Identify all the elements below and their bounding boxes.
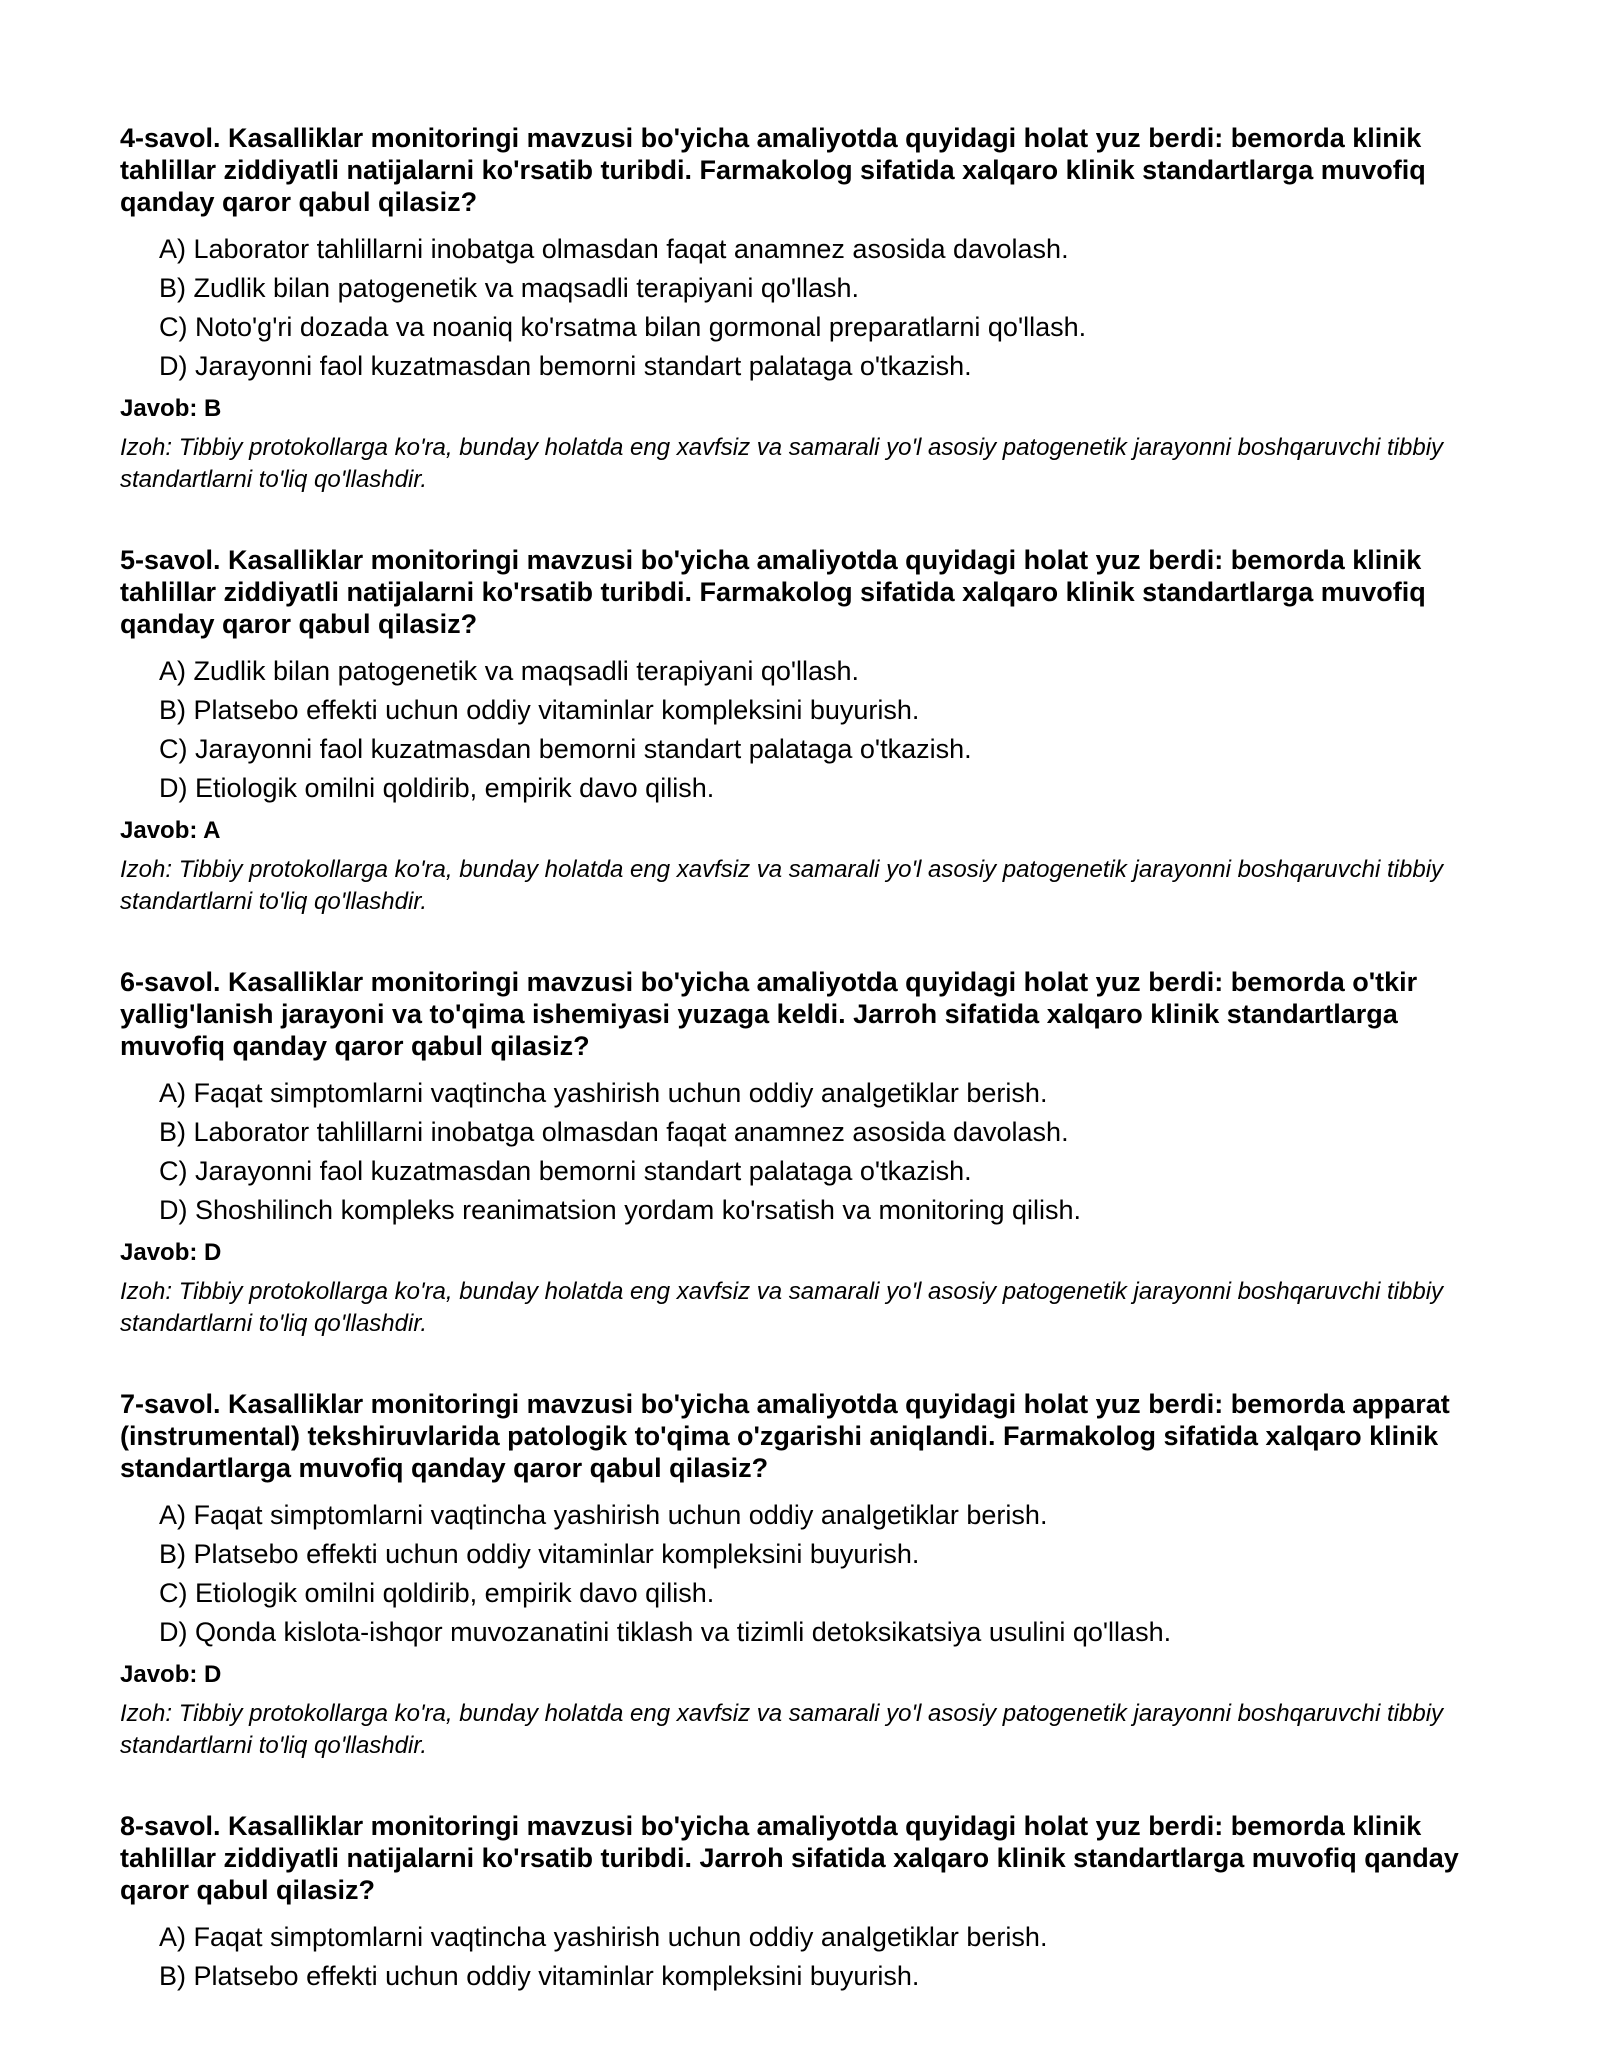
option-c: C) Jarayonni faol kuzatmasdan bemorni standart palataga o'tkazish. (159, 734, 972, 764)
option-a: A) Faqat simptomlarni vaqtincha yashirish uchun oddiy analgetiklar berish. (159, 1922, 1048, 1952)
option-list (120, 230, 1500, 386)
question-text: 5-savol. Kasalliklar monitoringi mavzusi bo'yicha amaliyotda quyidagi holat yuz berdi: bemorda klinik tahlillar ziddiyatli natijalarni ko'rsatib turibdi. Farmakolog sifatida xalqaro klinik standartlarga muvofiq qanday qaror qabul qilasiz? (120, 545, 1426, 639)
question-5 (120, 544, 1500, 918)
explanation-note: Izoh: Tibbiy protokollarga ko'ra, bunday holatda eng xavfsiz va samarali yo'l asosiy patogenetik jarayonni boshqaruvchi tibbiy standartlarni to'liq qo'llashdir. (120, 1278, 1444, 1337)
option-d: D) Shoshilinch kompleks reanimatsion yordam ko'rsatish va monitoring qilish. (159, 1195, 1082, 1225)
question-4 (120, 122, 1500, 496)
document-page (120, 122, 1500, 2004)
answer-label: Javob: D (120, 1661, 222, 1688)
option-d: D) Qonda kislota-ishqor muvozanatini tiklash va tizimli detoksikatsiya usulini qo'llash. (159, 1617, 1172, 1647)
answer-label: Javob: D (120, 1239, 222, 1266)
option-b: B) Platsebo effekti uchun oddiy vitaminlar kompleksini buyurish. (159, 1539, 920, 1569)
question-text: 6-savol. Kasalliklar monitoringi mavzusi bo'yicha amaliyotda quyidagi holat yuz berdi: bemorda o'tkir yallig'lanish jarayoni va to'qima ishemiyasi yuzaga keldi. Jarroh sifatida xalqaro klinik standartlarga muvofiq qanday qaror qabul qilasiz? (120, 967, 1418, 1061)
option-d: D) Etiologik omilni qoldirib, empirik davo qilish. (159, 773, 715, 803)
explanation-note: Izoh: Tibbiy protokollarga ko'ra, bunday holatda eng xavfsiz va samarali yo'l asosiy patogenetik jarayonni boshqaruvchi tibbiy standartlarni to'liq qo'llashdir. (120, 856, 1444, 915)
question-7 (120, 1388, 1500, 1762)
option-b: B) Laborator tahlillarni inobatga olmasdan faqat anamnez asosida davolash. (159, 1117, 1069, 1147)
option-c: C) Noto'g'ri dozada va noaniq ko'rsatma bilan gormonal preparatlarni qo'llash. (159, 312, 1087, 342)
explanation-note: Izoh: Tibbiy protokollarga ko'ra, bunday holatda eng xavfsiz va samarali yo'l asosiy patogenetik jarayonni boshqaruvchi tibbiy standartlarni to'liq qo'llashdir. (120, 434, 1444, 493)
question-8 (120, 1810, 1500, 1996)
option-list (120, 1496, 1500, 1652)
question-text: 4-savol. Kasalliklar monitoringi mavzusi bo'yicha amaliyotda quyidagi holat yuz berdi: bemorda klinik tahlillar ziddiyatli natijalarni ko'rsatib turibdi. Farmakolog sifatida xalqaro klinik standartlarga muvofiq qanday qaror qabul qilasiz? (120, 123, 1426, 217)
option-b: B) Platsebo effekti uchun oddiy vitaminlar kompleksini buyurish. (159, 695, 920, 725)
option-a: A) Faqat simptomlarni vaqtincha yashirish uchun oddiy analgetiklar berish. (159, 1078, 1048, 1108)
option-c: C) Etiologik omilni qoldirib, empirik davo qilish. (159, 1578, 715, 1608)
option-b: B) Zudlik bilan patogenetik va maqsadli terapiyani qo'llash. (159, 273, 860, 303)
question-6 (120, 966, 1500, 1340)
option-list (120, 1074, 1500, 1230)
option-a: A) Laborator tahlillarni inobatga olmasdan faqat anamnez asosida davolash. (159, 234, 1069, 264)
option-c: C) Jarayonni faol kuzatmasdan bemorni standart palataga o'tkazish. (159, 1156, 972, 1186)
option-b: B) Platsebo effekti uchun oddiy vitaminlar kompleksini buyurish. (159, 1961, 920, 1991)
answer-label: Javob: B (120, 395, 222, 422)
answer-label: Javob: A (120, 817, 221, 844)
question-text: 8-savol. Kasalliklar monitoringi mavzusi bo'yicha amaliyotda quyidagi holat yuz berdi: bemorda klinik tahlillar ziddiyatli natijalarni ko'rsatib turibdi. Jarroh sifatida xalqaro klinik standartlarga muvofiq qanday qaror qabul qilasiz? (120, 1811, 1459, 1905)
option-a: A) Zudlik bilan patogenetik va maqsadli terapiyani qo'llash. (159, 656, 860, 686)
option-list (120, 1918, 1500, 1996)
question-text: 7-savol. Kasalliklar monitoringi mavzusi bo'yicha amaliyotda quyidagi holat yuz berdi: bemorda apparat (instrumental) tekshiruvlarida patologik to'qima o'zgarishi aniqlandi. Farmakolog sifatida xalqaro klinik standartlarga muvofiq qanday qaror qabul qilasiz? (120, 1389, 1450, 1483)
option-list (120, 652, 1500, 808)
option-d: D) Jarayonni faol kuzatmasdan bemorni standart palataga o'tkazish. (159, 351, 972, 381)
option-a: A) Faqat simptomlarni vaqtincha yashirish uchun oddiy analgetiklar berish. (159, 1500, 1048, 1530)
explanation-note: Izoh: Tibbiy protokollarga ko'ra, bunday holatda eng xavfsiz va samarali yo'l asosiy patogenetik jarayonni boshqaruvchi tibbiy standartlarni to'liq qo'llashdir. (120, 1700, 1444, 1759)
